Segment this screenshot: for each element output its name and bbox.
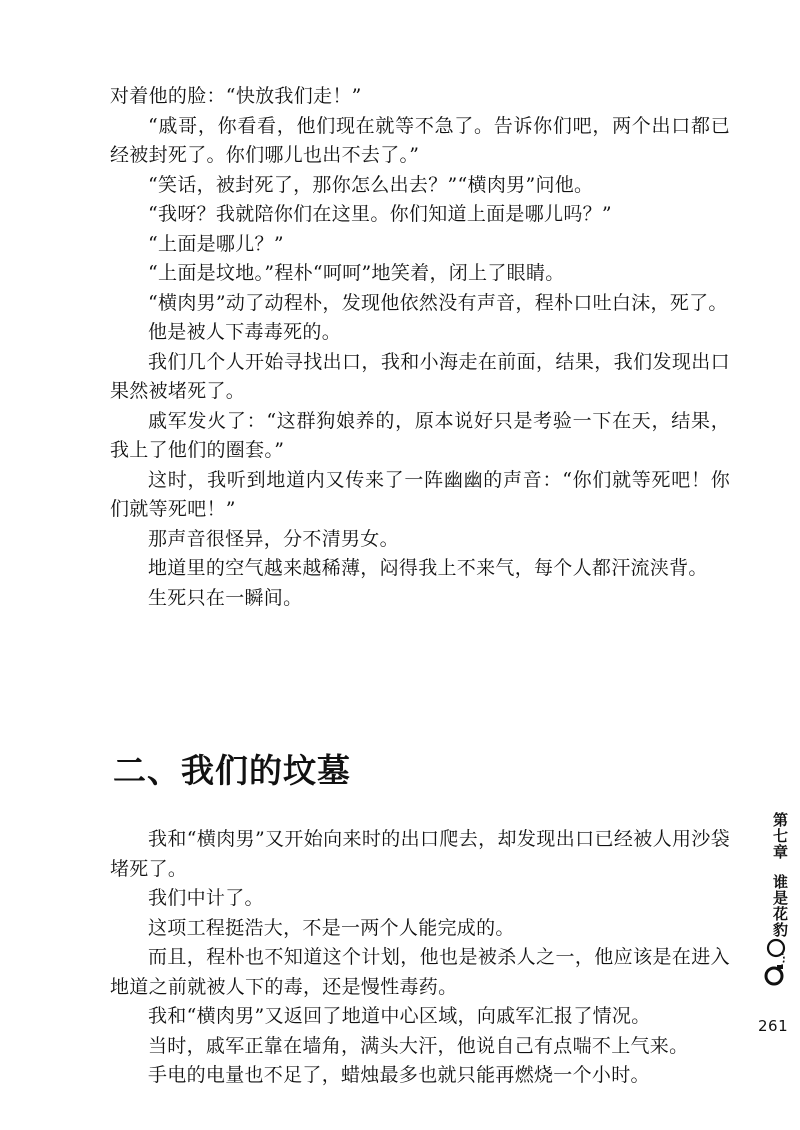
handcuffs-icon xyxy=(762,935,790,995)
section-title: 二、我们的坟墓 xyxy=(113,751,351,790)
chapter-tab xyxy=(762,812,788,938)
paragraph: “我呀？我就陪你们在这里。你们知道上面是哪儿吗？” xyxy=(148,203,612,225)
section-body xyxy=(110,825,730,1091)
paragraph: 我和“横肉男”又开始向来时的出口爬去，却发现出口已经被人用沙袋堵死了。 xyxy=(110,828,730,880)
paragraph: 我们几个人开始寻找出口，我和小海走在前面，结果，我们发现出口果然被堵死了。 xyxy=(110,350,730,402)
paragraph: 这时，我听到地道内又传来了一阵幽幽的声音：“你们就等死吧！你们就等死吧！” xyxy=(110,468,730,520)
paragraph: 戚军发火了：“这群狗娘养的，原本说好只是考验一下在天，结果，我上了他们的圈套。” xyxy=(110,409,730,461)
chapter-label: 第七章 xyxy=(771,812,789,860)
paragraph: “笑话，被封死了，那你怎么出去？”“横肉男”问他。 xyxy=(148,173,594,196)
chapter-title: 谁是花豹 xyxy=(771,874,789,938)
paragraph: 那声音很怪异，分不清男女。 xyxy=(148,527,399,550)
paragraph: 当时，戚军正靠在墙角，满头大汗，他说自己有点喘不上气来。 xyxy=(148,1034,689,1057)
paragraph: “上面是哪儿？” xyxy=(148,232,284,255)
paragraph: “戚哥，你看看，他们现在就等不急了。告诉你们吧，两个出口都已经被封死了。你们哪儿也出不去了。” xyxy=(110,114,730,166)
paragraph: 手电的电量也不足了，蜡烛最多也就只能再燃烧一个小时。 xyxy=(148,1064,650,1086)
paragraph: 对着他的脸：“快放我们走！” xyxy=(110,85,362,107)
paragraph: 地道里的空气越来越稀薄，闷得我上不来气，每个人都汗流浃背。 xyxy=(148,557,708,579)
paragraph: 这项工程挺浩大，不是一两个人能完成的。 xyxy=(148,916,515,939)
paragraph: “上面是坟地。”程朴“呵呵”地笑着，闭上了眼睛。 xyxy=(148,262,565,284)
body-text xyxy=(110,82,730,613)
paragraph: 我和“横肉男”又返回了地道中心区域，向戚军汇报了情况。 xyxy=(148,1005,651,1027)
page-number: 261 xyxy=(758,1017,789,1035)
paragraph: “横肉男”动了动程朴，发现他依然没有声音，程朴口吐白沫，死了。 xyxy=(148,291,728,314)
paragraph: 生死只在一瞬间。 xyxy=(148,586,303,609)
paragraph: 他是被人下毒毒死的。 xyxy=(148,321,342,343)
paragraph: 我们中计了。 xyxy=(148,887,264,909)
paragraph: 而且，程朴也不知道这个计划，他也是被杀人之一，他应该是在进入地道之前就被人下的毒，还是慢性毒药。 xyxy=(110,946,730,998)
